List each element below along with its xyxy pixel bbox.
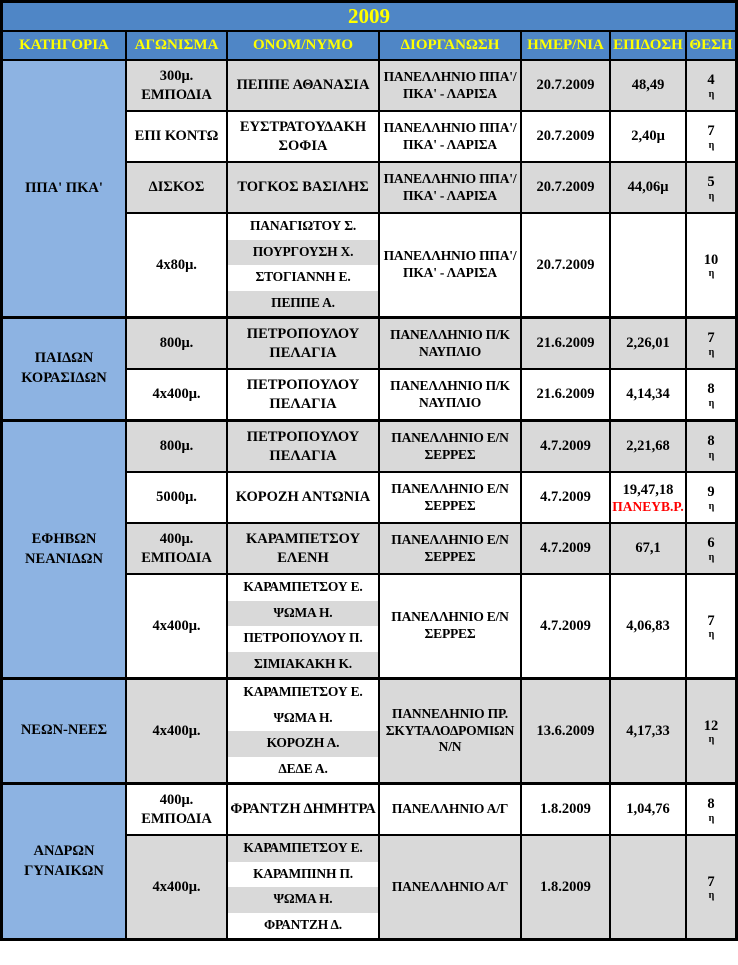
column-header-1: ΑΓΩΝΙΣΜΑ <box>127 32 228 59</box>
category-group <box>3 319 735 422</box>
result-value: 4,06,83 <box>626 617 670 634</box>
column-header-2: ΟΝΟΜ/ΝΥΜΟ <box>228 32 380 59</box>
athlete-cell: ΠΕΤΡΟΠΟΥΛΟΥ ΠΕΛΑΓΙΑ <box>228 319 380 368</box>
place-cell <box>687 112 735 161</box>
relay-athlete-name: ΚΑΡΑΜΠΕΤΣΟΥ Ε. <box>228 836 378 862</box>
event-cell: 4x400μ. <box>127 575 228 677</box>
result-row <box>127 61 735 112</box>
event-cell: 800μ. <box>127 422 228 471</box>
result-cell <box>611 680 687 782</box>
result-cell <box>611 61 687 110</box>
date-cell: 4.7.2009 <box>522 524 611 573</box>
category-group <box>3 422 735 680</box>
place-ordinal-suffix: η <box>708 397 715 409</box>
record-note: ΠΑΝΕΥΒ.Ρ. <box>612 498 684 514</box>
event-cell: ΕΠΙ ΚΟΝΤΩ <box>127 112 228 161</box>
place-value: 12 <box>703 717 719 734</box>
result-row <box>127 112 735 163</box>
result-row <box>127 319 735 370</box>
place-ordinal-suffix: η <box>708 629 715 641</box>
place-cell <box>687 473 735 522</box>
place-cell <box>687 680 735 782</box>
category-cell: ΕΦΗΒΩΝ ΝΕΑΝΙΔΩΝ <box>3 422 127 677</box>
event-cell: 400μ. ΕΜΠΟΔΙΑ <box>127 524 228 573</box>
athlete-cell <box>228 680 380 782</box>
relay-athlete-name: ΠΑΝΑΓΙΩΤΟΥ Σ. <box>228 214 378 240</box>
meet-cell: ΠΑΝΕΛΛΗΝΙΟ Α/Γ <box>380 836 522 938</box>
meet-cell: ΠΑΝΕΛΛΗΝΙΟ ΠΠΑ'/ΠΚΑ' - ΛΑΡΙΣΑ <box>380 112 522 161</box>
place-value: 6 <box>707 535 715 552</box>
column-header-6: ΘΕΣΗ <box>689 37 733 53</box>
year-title: 2009 <box>3 3 735 32</box>
column-header-5: ΕΠΙΔΟΣΗ <box>611 32 687 59</box>
result-cell <box>611 214 687 316</box>
result-row <box>127 163 735 214</box>
place-value: 10 <box>703 251 719 268</box>
meet-cell: ΠΑΝΕΛΛΗΝΙΟ ΠΠΑ'/ΠΚΑ' - ΛΑΡΙΣΑ <box>380 61 522 110</box>
place-value: 7 <box>707 612 715 629</box>
column-header-4: ΗΜΕΡ/ΝΙΑ <box>522 32 611 59</box>
relay-athlete-name: ΨΩΜΑ Η. <box>228 601 378 627</box>
place-cell <box>687 785 735 834</box>
result-value: 67,1 <box>635 540 661 557</box>
result-value: 19,47,18 <box>622 481 674 498</box>
column-header-0: ΚΑΤΗΓΟΡΙΑ <box>3 32 127 59</box>
place-value: 7 <box>707 123 715 140</box>
place-ordinal-suffix: η <box>708 551 715 563</box>
result-row <box>127 524 735 575</box>
place-ordinal-suffix: η <box>708 346 715 358</box>
relay-athlete-name: ΣΙΜΙΑΚΑΚΗ Κ. <box>228 652 378 678</box>
result-cell <box>611 370 687 419</box>
place-ordinal-suffix: η <box>708 88 715 100</box>
meet-cell: ΠΑΝΕΛΛΗΝΙΟ Π/Κ ΝΑΥΠΛΙΟ <box>380 370 522 419</box>
place-cell <box>687 163 735 212</box>
meet-cell: ΠΑΝΕΛΛΗΝΙΟ Ε/Ν ΣΕΡΡΕΣ <box>380 575 522 677</box>
event-cell: 4x80μ. <box>127 214 228 316</box>
meet-cell: ΠΑΝΕΛΛΗΝΙΟ Ε/Ν ΣΕΡΡΕΣ <box>380 473 522 522</box>
result-row <box>127 473 735 524</box>
athlete-cell: ΚΑΡΑΜΠΕΤΣΟΥ ΕΛΕΝΗ <box>228 524 380 573</box>
place-ordinal-suffix: η <box>708 268 715 280</box>
column-header-row <box>3 32 735 61</box>
category-cell: ΠΠΑ' ΠΚΑ' <box>3 61 127 316</box>
result-row <box>127 370 735 419</box>
result-value: 1,04,76 <box>626 801 670 818</box>
athlete-cell: ΤΟΓΚΟΣ ΒΑΣΙΛΗΣ <box>228 163 380 212</box>
place-ordinal-suffix: η <box>708 449 715 461</box>
place-ordinal-suffix: η <box>708 812 715 824</box>
result-value: 4,17,33 <box>626 722 670 739</box>
result-cell <box>611 836 687 938</box>
result-cell <box>611 575 687 677</box>
place-ordinal-suffix: η <box>708 500 715 512</box>
category-cell: ΝΕΩΝ-ΝΕΕΣ <box>3 680 127 782</box>
athlete-cell: ΕΥΣΤΡΑΤΟΥΔΑΚΗ ΣΟΦΙΑ <box>228 112 380 161</box>
group-rows <box>127 61 735 316</box>
place-value: 4 <box>707 72 715 89</box>
date-cell: 21.6.2009 <box>522 319 611 368</box>
result-cell <box>611 785 687 834</box>
place-value: 7 <box>707 330 715 347</box>
place-value: 7 <box>707 873 715 890</box>
athlete-cell: ΠΕΠΠΕ ΑΘΑΝΑΣΙΑ <box>228 61 380 110</box>
category-cell: ΑΝΔΡΩΝ ΓΥΝΑΙΚΩΝ <box>3 785 127 938</box>
result-row <box>127 575 735 677</box>
place-cell <box>687 836 735 938</box>
place-value: 9 <box>707 484 715 501</box>
place-cell <box>687 319 735 368</box>
place-value: 8 <box>707 381 715 398</box>
result-value: 44,06μ <box>627 179 669 196</box>
group-rows <box>127 785 735 938</box>
place-cell <box>687 370 735 419</box>
category-group <box>3 61 735 319</box>
place-value: 5 <box>707 174 715 191</box>
result-value: 48,49 <box>631 77 665 94</box>
event-cell: 5000μ. <box>127 473 228 522</box>
relay-athlete-name: ΚΑΡΑΜΠΙΝΗ Π. <box>228 862 378 888</box>
place-value: 8 <box>707 796 715 813</box>
relay-athlete-name: ΚΑΡΑΜΠΕΤΣΟΥ Ε. <box>228 680 378 706</box>
place-value: 8 <box>707 433 715 450</box>
result-value: 2,21,68 <box>626 438 670 455</box>
athlete-cell: ΠΕΤΡΟΠΟΥΛΟΥ ΠΕΛΑΓΙΑ <box>228 370 380 419</box>
athlete-cell <box>228 214 380 316</box>
relay-athlete-name: ΠΕΤΡΟΠΟΥΛΟΥ Π. <box>228 626 378 652</box>
event-cell: ΔΙΣΚΟΣ <box>127 163 228 212</box>
date-cell: 1.8.2009 <box>522 785 611 834</box>
date-cell: 4.7.2009 <box>522 422 611 471</box>
group-rows <box>127 319 735 419</box>
relay-athlete-name: ΚΑΡΑΜΠΕΤΣΟΥ Ε. <box>228 575 378 601</box>
group-rows <box>127 680 735 782</box>
athlete-cell <box>228 575 380 677</box>
date-cell: 20.7.2009 <box>522 61 611 110</box>
date-cell: 4.7.2009 <box>522 575 611 677</box>
date-cell: 20.7.2009 <box>522 163 611 212</box>
result-row <box>127 214 735 316</box>
event-cell: 4x400μ. <box>127 680 228 782</box>
relay-athlete-name: ΚΟΡΟΖΗ Α. <box>228 731 378 757</box>
meet-cell: ΠΑΝΕΛΛΗΝΙΟ Ε/Ν ΣΕΡΡΕΣ <box>380 422 522 471</box>
place-cell <box>687 214 735 316</box>
result-row <box>127 680 735 782</box>
column-header-3: ΔΙΟΡΓΑΝΩΣΗ <box>380 32 522 59</box>
event-cell: 4x400μ. <box>127 836 228 938</box>
relay-athlete-name: ΠΟΥΡΓΟΥΣΗ Χ. <box>228 240 378 266</box>
athlete-cell <box>228 836 380 938</box>
meet-cell: ΠΑΝΕΛΛΗΝΙΟ ΠΠΑ'/ΠΚΑ' - ΛΑΡΙΣΑ <box>380 214 522 316</box>
result-value: 2,40μ <box>631 128 665 145</box>
place-ordinal-suffix: η <box>708 139 715 151</box>
result-cell <box>611 473 687 522</box>
result-cell <box>611 524 687 573</box>
relay-athlete-name: ΦΡΑΝΤΖΗ Δ. <box>228 913 378 939</box>
place-ordinal-suffix: η <box>708 734 715 746</box>
result-value: 4,14,34 <box>626 386 670 403</box>
date-cell: 20.7.2009 <box>522 214 611 316</box>
table-body <box>3 61 735 938</box>
result-row <box>127 422 735 473</box>
relay-athlete-name: ΔΕΔΕ Α. <box>228 757 378 783</box>
relay-athlete-name: ΣΤΟΓΙΑΝΝΗ Ε. <box>228 265 378 291</box>
result-cell <box>611 112 687 161</box>
place-ordinal-suffix: η <box>708 190 715 202</box>
event-cell: 300μ. ΕΜΠΟΔΙΑ <box>127 61 228 110</box>
meet-cell: ΠΑΝΕΛΛΗΝΙΟ Ε/Ν ΣΕΡΡΕΣ <box>380 524 522 573</box>
date-cell: 4.7.2009 <box>522 473 611 522</box>
relay-athlete-name: ΨΩΜΑ Η. <box>228 887 378 913</box>
result-cell <box>611 319 687 368</box>
date-cell: 20.7.2009 <box>522 112 611 161</box>
date-cell: 21.6.2009 <box>522 370 611 419</box>
category-group <box>3 680 735 785</box>
category-group <box>3 785 735 938</box>
result-row <box>127 836 735 938</box>
date-cell: 13.6.2009 <box>522 680 611 782</box>
event-cell: 800μ. <box>127 319 228 368</box>
place-cell <box>687 575 735 677</box>
group-rows <box>127 422 735 677</box>
result-cell <box>611 422 687 471</box>
meet-cell: ΠΑΝΝΕΛΗΝΙΟ ΠΡ. ΣΚΥΤΑΛΟΔΡΟΜΙΩΝ Ν/Ν <box>380 680 522 782</box>
place-cell <box>687 422 735 471</box>
date-cell: 1.8.2009 <box>522 836 611 938</box>
relay-athlete-name: ΠΕΠΠΕ Α. <box>228 291 378 317</box>
place-cell <box>687 61 735 110</box>
athlete-cell: ΠΕΤΡΟΠΟΥΛΟΥ ΠΕΛΑΓΙΑ <box>228 422 380 471</box>
result-cell <box>611 163 687 212</box>
relay-athlete-name: ΨΩΜΑ Η. <box>228 706 378 732</box>
meet-cell: ΠΑΝΕΛΛΗΝΙΟ Α/Γ <box>380 785 522 834</box>
result-value: 2,26,01 <box>626 335 670 352</box>
athlete-cell: ΦΡΑΝΤΖΗ ΔΗΜΗΤΡΑ <box>228 785 380 834</box>
result-row <box>127 785 735 836</box>
meet-cell: ΠΑΝΕΛΛΗΝΙΟ ΠΠΑ'/ΠΚΑ' - ΛΑΡΙΣΑ <box>380 163 522 212</box>
place-cell <box>687 524 735 573</box>
event-cell: 400μ. ΕΜΠΟΔΙΑ <box>127 785 228 834</box>
athlete-cell: ΚΟΡΟΖΗ ΑΝΤΩΝΙΑ <box>228 473 380 522</box>
place-ordinal-suffix: η <box>708 890 715 902</box>
category-cell: ΠΑΙΔΩΝ ΚΟΡΑΣΙΔΩΝ <box>3 319 127 419</box>
meet-cell: ΠΑΝΕΛΛΗΝΙΟ Π/Κ ΝΑΥΠΛΙΟ <box>380 319 522 368</box>
event-cell: 4x400μ. <box>127 370 228 419</box>
